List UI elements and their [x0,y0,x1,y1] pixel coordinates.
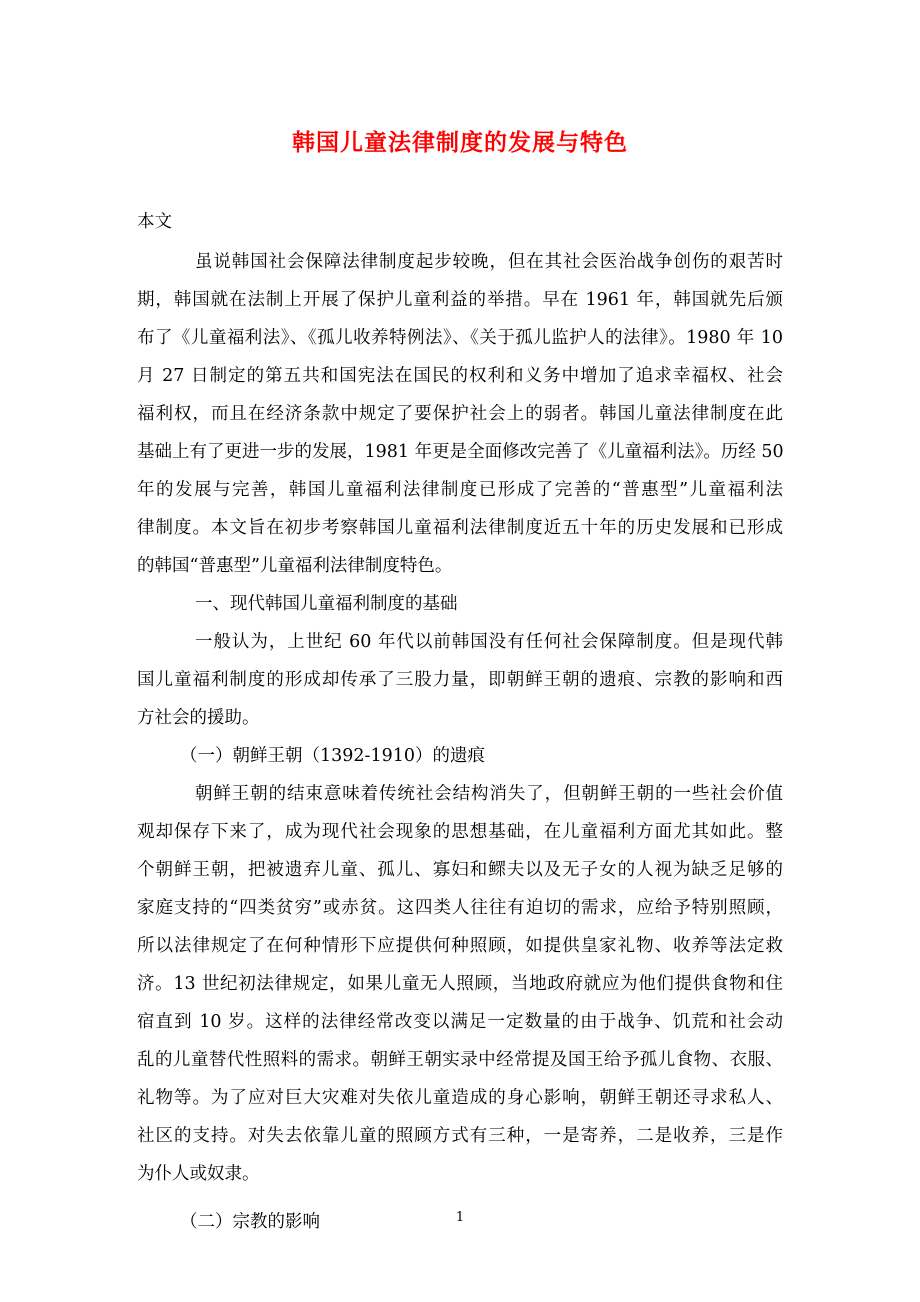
text-line: 期，韩国就在法制上开展了保护儿童利益的举措。早在 1961 年，韩国就先后颁 [137,290,783,310]
text-line: 一般认为，上世纪 60 年代以前韩国没有任何社会保障制度。但是现代韩 [195,632,783,652]
section-heading [137,591,783,629]
page-number: 1 [455,1210,465,1225]
text-line: （二）宗教的影响 [180,1212,320,1232]
text-line: 乱的儿童替代性照料的需求。朝鲜王朝实录中经常提及国王给予孤儿食物、衣服、 [137,1050,783,1070]
subsection-heading [137,743,783,781]
text-line: 方社会的援助。 [137,708,260,728]
text-line: 个朝鲜王朝，把被遗弃儿童、孤儿、寡妇和鳏夫以及无子女的人视为缺乏足够的 [137,860,783,880]
text-line: 福利权，而且在经济条款中规定了要保护社会上的弱者。韩国儿童法律制度在此 [137,404,783,424]
text-line: 律制度。本文旨在初步考察韩国儿童福利法律制度近五十年的历史发展和已形成 [137,518,783,538]
document-body [137,249,783,1247]
text-line: 月 27 日制定的第五共和国宪法在国民的权利和义务中增加了追求幸福权、社会 [137,366,783,386]
text-line: 年的发展与完善，韩国儿童福利法律制度已形成了完善的“普惠型”儿童福利法 [137,480,783,500]
paragraph [137,781,783,1199]
text-line: （一）朝鲜王朝（1392-1910）的遗痕 [180,746,485,766]
text-line: 礼物等。为了应对巨大灾难对失依儿童造成的身心影响，朝鲜王朝还寻求私人、 [137,1088,783,1108]
text-line: 的韩国“普惠型”儿童福利法律制度特色。 [137,556,453,576]
paragraph [137,249,783,591]
text-line: 朝鲜王朝的结束意味着传统社会结构消失了，但朝鲜王朝的一些社会价值 [195,784,783,804]
text-line: 一、现代韩国儿童福利制度的基础 [195,594,458,614]
text-line: 虽说韩国社会保障法律制度起步较晚，但在其社会医治战争创伤的艰苦时 [195,252,783,272]
paragraph [137,629,783,743]
text-line: 社区的支持。对失去依靠儿童的照顾方式有三种，一是寄养，二是收养，三是作 [137,1126,783,1146]
section-label: 本文 [137,212,172,232]
text-line: 家庭支持的“四类贫穷”或赤贫。这四类人往往有迫切的需求，应给予特别照顾， [137,898,783,918]
document-title: 韩国儿童法律制度的发展与特色 [292,130,628,156]
text-line: 为仆人或奴隶。 [137,1164,260,1184]
text-line: 布了《儿童福利法》、《孤儿收养特例法》、《关于孤儿监护人的法律》。1980 年 10 [137,328,783,348]
text-line: 宿直到 10 岁。这样的法律经常改变以满足一定数量的由于战争、饥荒和社会动 [137,1012,783,1032]
text-line: 所以法律规定了在何种情形下应提供何种照顾，如提供皇家礼物、收养等法定救 [137,936,783,956]
text-line: 济。13 世纪初法律规定，如果儿童无人照顾，当地政府就应为他们提供食物和住 [137,974,783,994]
text-line: 基础上有了更进一步的发展，1981 年更是全面修改完善了《儿童福利法》。历经 50 [137,442,784,462]
text-line: 国儿童福利制度的形成却传承了三股力量，即朝鲜王朝的遗痕、宗教的影响和西 [137,670,783,690]
text-line: 观却保存下来了，成为现代社会现象的思想基础，在儿童福利方面尤其如此。整 [137,822,783,842]
